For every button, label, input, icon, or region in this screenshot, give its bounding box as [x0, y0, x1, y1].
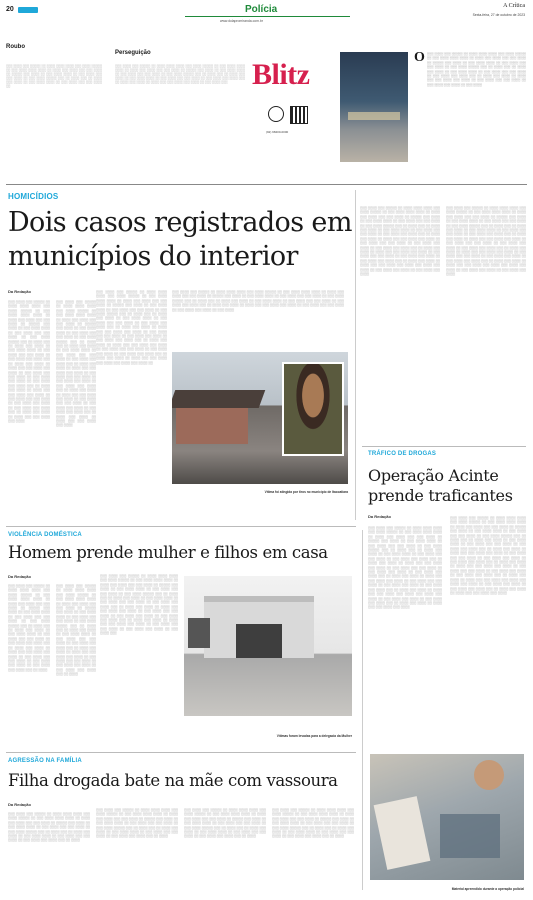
story4-col1: ░░░ ░░░░ ░░░ ░░░░░ ░░ ░░░░ ░░░░ ░░░░ ░░░ ░░░░ ░░░░░ ░░ ░░░ ░░░░ ░░░░ ░░░░ ░░ ░░░░ ░░░ ░░░░ ░░░ ░░░ ░░░░ ░░ ░░░░░ ░░░ ░░░░ ░░ ░░░ ░░░░ ░░░░ ░░ ░░░ ░░░░ ░░░ ░░░ ░░░░ ░░ ░░░ ░░░░ ░░░░░ ░░░ ░░ ░░░░ ░░░ ░░ ░░░░ ░░░ ░░░░ ░░ ░░░ ░░░░ ░░░░ ░░ ░░░ ░░░░ ░░░ ░░░ ░░░░ ░░ ░░░ ░░░░ ░░░ ░░░░ ░░░ ░░ ░░░░	[8, 812, 90, 843]
story4-headline: Filha drogada bate na mãe com vassoura	[8, 771, 338, 790]
photo-item-bag	[374, 796, 431, 870]
story1-headline: Dois casos registrados em municípios do interior	[8, 207, 352, 272]
photo-entrance	[236, 624, 282, 658]
story2-col1: ░░░ ░░░░ ░░░ ░░░░░ ░░ ░░░░ ░░░░ ░░░░ ░░░ ░░░░ ░░░░░ ░░ ░░░ ░░░░ ░░░░ ░░░░ ░░ ░░░░ ░░░ ░░░░ ░░░ ░░░ ░░░░ ░░ ░░░░░ ░░░ ░░░░ ░░ ░░░ ░░░░ ░░░░ ░░ ░░░ ░░░░ ░░░ ░░░ ░░░░ ░░ ░░░ ░░░░ ░░░░░ ░░░ ░░ ░░░░ ░░░ ░░ ░░░░ ░░░ ░░░░ ░░ ░░░ ░░░░ ░░░░ ░░ ░░░ ░░░░ ░░░ ░░░ ░░░░ ░░ ░░░ ░░░░ ░░░ ░░░░ ░░░ ░░ ░░░░ ░░░ ░░░░ ░░ ░░░░ ░░░ ░░░ ░░░░ ░░░ ░░░░ ░░ ░░░ ░░░░ ░░░ ░░░ ░░░░ ░░ ░░░ ░░░░ ░░░ ░░░░ ░░ ░░░ ░░░░ ░░░ ░░░░ ░░░ ░░ ░░░░ ░░░ ░░░░ ░░ ░░░░ ░░░ ░░░ ░░░░ ░░░ ░░░░ ░░ ░░░ ░░░░ ░░░ ░░░ ░░░░ ░░ ░░░ ░░░░ ░░░ ░░░░ ░░ ░░░ ░░░░ ░░░ ░░░░ ░░░ ░░ ░░░░ ░░░ ░░░░ ░░ ░░░░ ░░░ ░░░ ░░░░ ░░░ ░░░░ ░░░ ░░░░ ░░░ ░░░░ ░░ ░░░ ░░░░ ░░░ ░░░░ ░░ ░░░ ░░░░ ░░░ ░░░░ ░░░ ░░ ░░░░ ░░░ ░░░░ ░░ ░░░░ ░░░ ░░░ ░░░░ ░░░ ░░░░	[368, 526, 442, 610]
story1-col1: ░░░ ░░░░ ░░░ ░░░░░ ░░ ░░░░ ░░░░ ░░░░ ░░░ ░░░░ ░░░░░ ░░ ░░░ ░░░░ ░░░░ ░░░░ ░░ ░░░░ ░░░ ░░░░ ░░░ ░░░ ░░░░ ░░ ░░░░░ ░░░ ░░░░ ░░ ░░░ ░░░░ ░░░░ ░░ ░░░ ░░░░ ░░░ ░░░ ░░░░ ░░ ░░░ ░░░░ ░░░░░ ░░░ ░░ ░░░░ ░░░ ░░ ░░░░ ░░░ ░░░░ ░░ ░░░ ░░░░ ░░░░ ░░ ░░░ ░░░░ ░░░ ░░░ ░░░░ ░░ ░░░ ░░░░ ░░░ ░░░░ ░░░ ░░ ░░░░ ░░░ ░░░░ ░░ ░░░░ ░░░ ░░░ ░░░░ ░░░ ░░░░ ░░ ░░░ ░░░░ ░░░ ░░░ ░░░░ ░░ ░░░ ░░░░ ░░░ ░░░░ ░░ ░░░ ░░░░ ░░░ ░░░░ ░░░ ░░ ░░░░ ░░░ ░░░░ ░░ ░░░░ ░░░ ░░░ ░░░░ ░░░ ░░░░ ░░ ░░░ ░░░░ ░░░ ░░░ ░░░░ ░░ ░░░ ░░░░ ░░░ ░░░░ ░░ ░░░ ░░░░ ░░░ ░░░░ ░░░ ░░ ░░░░ ░░░ ░░░░ ░░ ░░░░ ░░░ ░░░ ░░░░ ░░░ ░░░░	[8, 300, 50, 423]
photo-roof	[172, 390, 265, 408]
notes-mid	[115, 50, 245, 175]
story1-col6: ░░░ ░░░░ ░░░ ░░░░░ ░░ ░░░░ ░░░░ ░░░░ ░░░ ░░░░ ░░░░░ ░░ ░░░ ░░░░ ░░░░ ░░░░ ░░ ░░░░ ░░░ ░░░░ ░░░ ░░░ ░░░░ ░░ ░░░░░ ░░░ ░░░░ ░░ ░░░ ░░░░ ░░░░ ░░ ░░░ ░░░░ ░░░ ░░░ ░░░░ ░░ ░░░ ░░░░ ░░░░░ ░░░ ░░ ░░░░ ░░░ ░░ ░░░░ ░░░ ░░░░ ░░ ░░░ ░░░░ ░░░░ ░░ ░░░ ░░░░ ░░░ ░░░ ░░░░ ░░ ░░░ ░░░░ ░░░ ░░░░ ░░░ ░░ ░░░░ ░░░ ░░░░ ░░ ░░░░ ░░░ ░░░ ░░░░ ░░░ ░░░░ ░░ ░░░ ░░░░ ░░░ ░░░ ░░░░ ░░ ░░░ ░░░░ ░░░ ░░░░ ░░ ░░░ ░░░░ ░░░ ░░░░ ░░░ ░░ ░░░░ ░░░ ░░░░ ░░ ░░░░ ░░░ ░░░ ░░░░ ░░░ ░░░░ ░░ ░░░ ░░░░ ░░░ ░░░ ░░░░ ░░ ░░░ ░░░░ ░░░ ░░░░ ░░ ░░░ ░░░░ ░░░ ░░░░ ░░░ ░░ ░░░░ ░░░ ░░░░ ░░ ░░░░ ░░░ ░░░ ░░░░ ░░░ ░░░░ ░░░ ░░░░ ░░░ ░░░░ ░░ ░░░ ░░░░ ░░░ ░░░░ ░░ ░░░ ░░░░ ░░░ ░░░░	[446, 206, 526, 277]
note-body: ░░░ ░░░░ ░░░ ░░░░░ ░░ ░░░░ ░░░░ ░░░░ ░░░ ░░░░ ░░░░░ ░░ ░░░ ░░░░ ░░░░ ░░░░ ░░ ░░░░ ░░░ ░░░░ ░░░ ░░░ ░░░░ ░░ ░░░░░ ░░░ ░░░░ ░░ ░░░ ░░░░ ░░░░ ░░ ░░░ ░░░░ ░░░ ░░░ ░░░░ ░░ ░░░ ░░░░ ░░░░░ ░░░ ░░ ░░░░ ░░░ ░░ ░░░░ ░░░ ░░░░ ░░ ░░░ ░░░░ ░░░░ ░░ ░░░ ░░░░ ░░░ ░░░ ░░░░ ░░ ░░░ ░░░░ ░░░ ░░░░ ░░░ ░░ ░░░░ ░░░ ░░░░ ░░ ░░░░ ░░░ ░░░ ░░░░ ░░░ ░░░░ ░░ ░░░ ░░░░ ░░░	[115, 64, 245, 84]
story3-col1: ░░░ ░░░░ ░░░ ░░░░░ ░░ ░░░░ ░░░░ ░░░░ ░░░ ░░░░ ░░░░░ ░░ ░░░ ░░░░ ░░░░ ░░░░ ░░ ░░░░ ░░░ ░░░░ ░░░ ░░░ ░░░░ ░░ ░░░░░ ░░░ ░░░░ ░░ ░░░ ░░░░ ░░░░ ░░ ░░░ ░░░░ ░░░ ░░░ ░░░░ ░░ ░░░ ░░░░ ░░░░░ ░░░ ░░ ░░░░ ░░░ ░░ ░░░░ ░░░ ░░░░ ░░ ░░░ ░░░░ ░░░░ ░░ ░░░ ░░░░ ░░░ ░░░ ░░░░ ░░ ░░░ ░░░░ ░░░ ░░░░ ░░░ ░░ ░░░░ ░░░ ░░░░ ░░ ░░░░ ░░░ ░░░ ░░░░ ░░░ ░░░░ ░░ ░░░ ░░░░ ░░░ ░░░ ░░░░ ░░ ░░░ ░░░░ ░░░ ░░░░ ░░ ░░░ ░░░░ ░░░ ░░░░ ░░░ ░░ ░░░░	[8, 584, 50, 672]
story4-kicker: AGRESSÃO NA FAMÍLIA	[8, 758, 82, 764]
note-body: ░░░ ░░░░ ░░░ ░░░░░ ░░ ░░░░ ░░░░ ░░░░ ░░░ ░░░░ ░░░░░ ░░ ░░░ ░░░░ ░░░░ ░░░░ ░░ ░░░░ ░░░ ░░░░ ░░░ ░░░ ░░░░ ░░ ░░░░░ ░░░ ░░░░ ░░ ░░░ ░░░░ ░░░░ ░░ ░░░ ░░░░ ░░░ ░░░ ░░░░ ░░ ░░░ ░░░░ ░░░░░ ░░░ ░░ ░░░░ ░░░ ░░ ░░░░ ░░░ ░░░░ ░░ ░░░ ░░░░ ░░░░ ░░ ░░░ ░░░░ ░░░ ░░░ ░░░░ ░░	[6, 64, 102, 88]
story3-byline: Da Redação	[8, 574, 31, 579]
notes-right: O ░░░ ░░░░ ░░░ ░░░░░ ░░ ░░░░ ░░░░ ░░░░ ░░░ ░░░░ ░░░░░ ░░ ░░░ ░░░░ ░░░░ ░░░░ ░░ ░░░░ ░░░ ░░░░ ░░░ ░░░ ░░░░ ░░ ░░░░░ ░░░ ░░░░ ░░ ░░░ ░░░░ ░░░░ ░░ ░░░ ░░░░ ░░░ ░░░ ░░░░ ░░ ░░░ ░░░░ ░░░░░ ░░░ ░░ ░░░░ ░░░ ░░ ░░░░ ░░░ ░░░░ ░░ ░░░ ░░░░ ░░░░ ░░ ░░░ ░░░░ ░░░ ░░░ ░░░░ ░░ ░░░ ░░░░ ░░░ ░░░░ ░░░ ░░ ░░░░ ░░░ ░░░░ ░░ ░░░░ ░░░ ░░░ ░░░░ ░░░ ░░░░ ░░ ░░░ ░░░░ ░░░ ░░░ ░░░░ ░░ ░░░ ░░░░ ░░░ ░░░░ ░░ ░░░ ░░░░	[414, 52, 526, 164]
story2-kicker: TRÁFICO DE DROGAS	[368, 451, 437, 457]
story2-headline: Operação Acinte prende traficantes	[368, 466, 513, 505]
story4-col3: ░░░ ░░░░ ░░░ ░░░░░ ░░ ░░░░ ░░░░ ░░░░ ░░░ ░░░░ ░░░░░ ░░ ░░░ ░░░░ ░░░░ ░░░░ ░░ ░░░░ ░░░ ░░░░ ░░░ ░░░ ░░░░ ░░ ░░░░░ ░░░ ░░░░ ░░ ░░░ ░░░░ ░░░░ ░░ ░░░ ░░░░ ░░░ ░░░ ░░░░ ░░ ░░░ ░░░░ ░░░░░ ░░░ ░░ ░░░░ ░░░ ░░ ░░░░ ░░░ ░░░░ ░░ ░░░ ░░░░ ░░░░ ░░ ░░░ ░░░░ ░░░ ░░░ ░░░░ ░░ ░░░ ░░░░ ░░░ ░░░░ ░░░ ░░ ░░░░	[184, 808, 266, 839]
story1-caption: Vítima foi atingida por tiros no município de Itacoatiara	[264, 490, 348, 494]
story3-caption: Vítimas foram levadas para a delegacia da Mulher	[276, 734, 352, 738]
story1-col5: ░░░ ░░░░ ░░░ ░░░░░ ░░ ░░░░ ░░░░ ░░░░ ░░░ ░░░░ ░░░░░ ░░ ░░░ ░░░░ ░░░░ ░░░░ ░░ ░░░░ ░░░ ░░░░ ░░░ ░░░ ░░░░ ░░ ░░░░░ ░░░ ░░░░ ░░ ░░░ ░░░░ ░░░░ ░░ ░░░ ░░░░ ░░░ ░░░ ░░░░ ░░ ░░░ ░░░░ ░░░░░ ░░░ ░░ ░░░░ ░░░ ░░ ░░░░ ░░░ ░░░░ ░░ ░░░ ░░░░ ░░░░ ░░ ░░░ ░░░░ ░░░ ░░░ ░░░░ ░░ ░░░ ░░░░ ░░░ ░░░░ ░░░ ░░ ░░░░ ░░░ ░░░░ ░░ ░░░░ ░░░ ░░░ ░░░░ ░░░ ░░░░ ░░ ░░░ ░░░░ ░░░ ░░░ ░░░░ ░░ ░░░ ░░░░ ░░░ ░░░░ ░░ ░░░ ░░░░ ░░░ ░░░░ ░░░ ░░ ░░░░ ░░░ ░░░░ ░░ ░░░░ ░░░ ░░░ ░░░░ ░░░ ░░░░ ░░ ░░░ ░░░░ ░░░ ░░░ ░░░░ ░░ ░░░ ░░░░ ░░░ ░░░░ ░░ ░░░ ░░░░ ░░░ ░░░░ ░░░ ░░ ░░░░ ░░░ ░░░░ ░░ ░░░░ ░░░ ░░░ ░░░░ ░░░ ░░░░ ░░░ ░░░░ ░░░ ░░░░ ░░ ░░░ ░░░░ ░░░ ░░░░ ░░ ░░░ ░░░░ ░░░ ░░░░	[360, 206, 440, 277]
edition-date: Sexta-feira, 27 de outubro de 2023	[472, 13, 525, 17]
photo-portrait	[282, 362, 344, 456]
story3-col2: ░░░ ░░░░ ░░░ ░░░░░ ░░ ░░░░ ░░░░ ░░░░ ░░░ ░░░░ ░░░░░ ░░ ░░░ ░░░░ ░░░░ ░░░░ ░░ ░░░░ ░░░ ░░░░ ░░░ ░░░ ░░░░ ░░ ░░░░░ ░░░ ░░░░ ░░ ░░░ ░░░░ ░░░░ ░░ ░░░ ░░░░ ░░░ ░░░ ░░░░ ░░ ░░░ ░░░░ ░░░░░ ░░░ ░░ ░░░░ ░░░ ░░ ░░░░ ░░░ ░░░░ ░░ ░░░ ░░░░ ░░░░ ░░ ░░░ ░░░░ ░░░ ░░░ ░░░░ ░░ ░░░ ░░░░ ░░░ ░░░░ ░░░ ░░ ░░░░ ░░░ ░░░░ ░░ ░░░░ ░░░ ░░░ ░░░░ ░░░ ░░░░ ░░ ░░░ ░░░░ ░░░ ░░░ ░░░░ ░░ ░░░ ░░░░ ░░░ ░░░░ ░░ ░░░ ░░░░ ░░░ ░░░░ ░░░ ░░ ░░░░	[56, 584, 96, 677]
page-number: 20	[6, 6, 14, 13]
header-logo-mark	[18, 7, 38, 13]
story1-col2: ░░░ ░░░░ ░░░ ░░░░░ ░░ ░░░░ ░░░░ ░░░░ ░░░ ░░░░ ░░░░░ ░░ ░░░ ░░░░ ░░░░ ░░░░ ░░ ░░░░ ░░░ ░░░░ ░░░ ░░░ ░░░░ ░░ ░░░░░ ░░░ ░░░░ ░░ ░░░ ░░░░ ░░░░ ░░ ░░░ ░░░░ ░░░ ░░░ ░░░░ ░░ ░░░ ░░░░ ░░░░░ ░░░ ░░ ░░░░ ░░░ ░░ ░░░░ ░░░ ░░░░ ░░ ░░░ ░░░░ ░░░░ ░░ ░░░ ░░░░ ░░░ ░░░ ░░░░ ░░ ░░░ ░░░░ ░░░ ░░░░ ░░░ ░░ ░░░░ ░░░ ░░░░ ░░ ░░░░ ░░░ ░░░ ░░░░ ░░░ ░░░░ ░░ ░░░ ░░░░ ░░░ ░░░ ░░░░ ░░ ░░░ ░░░░ ░░░ ░░░░ ░░ ░░░ ░░░░ ░░░ ░░░░ ░░░ ░░ ░░░░ ░░░ ░░░░ ░░ ░░░░ ░░░ ░░░ ░░░░ ░░░ ░░░░ ░░ ░░░ ░░░░ ░░░ ░░░ ░░░░ ░░ ░░░ ░░░░ ░░░ ░░░░ ░░ ░░░ ░░░░ ░░░ ░░░░ ░░░ ░░ ░░░░ ░░░ ░░░░ ░░ ░░░░ ░░░ ░░░ ░░░░ ░░░ ░░░░	[56, 300, 96, 428]
story2-photo	[370, 754, 524, 880]
blitz-contact: (92) 98400-0000	[266, 130, 289, 134]
story4-col2: ░░░ ░░░░ ░░░ ░░░░░ ░░ ░░░░ ░░░░ ░░░░ ░░░ ░░░░ ░░░░░ ░░ ░░░ ░░░░ ░░░░ ░░░░ ░░ ░░░░ ░░░ ░░░░ ░░░ ░░░ ░░░░ ░░ ░░░░░ ░░░ ░░░░ ░░ ░░░ ░░░░ ░░░░ ░░ ░░░ ░░░░ ░░░ ░░░ ░░░░ ░░ ░░░ ░░░░ ░░░░░ ░░░ ░░ ░░░░ ░░░ ░░ ░░░░ ░░░ ░░░░ ░░ ░░░ ░░░░ ░░░░ ░░ ░░░ ░░░░ ░░░ ░░░ ░░░░ ░░ ░░░ ░░░░ ░░░ ░░░░ ░░░ ░░ ░░░░	[96, 808, 178, 839]
photo-item-cup	[474, 760, 504, 790]
story2-col2: ░░░ ░░░░ ░░░ ░░░░░ ░░ ░░░░ ░░░░ ░░░░ ░░░ ░░░░ ░░░░░ ░░ ░░░ ░░░░ ░░░░ ░░░░ ░░ ░░░░ ░░░ ░░░░ ░░░ ░░░ ░░░░ ░░ ░░░░░ ░░░ ░░░░ ░░ ░░░ ░░░░ ░░░░ ░░ ░░░ ░░░░ ░░░ ░░░ ░░░░ ░░ ░░░ ░░░░ ░░░░░ ░░░ ░░ ░░░░ ░░░ ░░ ░░░░ ░░░ ░░░░ ░░ ░░░ ░░░░ ░░░░ ░░ ░░░ ░░░░ ░░░ ░░░ ░░░░ ░░ ░░░ ░░░░ ░░░ ░░░░ ░░░ ░░ ░░░░ ░░░ ░░░░ ░░ ░░░░ ░░░ ░░░ ░░░░ ░░░ ░░░░ ░░ ░░░ ░░░░ ░░░ ░░░ ░░░░ ░░ ░░░ ░░░░ ░░░ ░░░░ ░░ ░░░ ░░░░ ░░░ ░░░░ ░░░ ░░ ░░░░ ░░░ ░░░░ ░░ ░░░░ ░░░ ░░░ ░░░░ ░░░ ░░░░ ░░ ░░░ ░░░░ ░░░ ░░░ ░░░░ ░░ ░░░ ░░░░ ░░░ ░░░░ ░░ ░░░ ░░░░ ░░░ ░░░░ ░░░ ░░ ░░░░ ░░░ ░░░░ ░░ ░░░░ ░░░ ░░░ ░░░░ ░░░ ░░░░ ░░░ ░░░░ ░░░ ░░░░ ░░ ░░░ ░░░░ ░░░ ░░░░ ░░ ░░░ ░░░░ ░░░ ░░░░ ░░░ ░░ ░░░░ ░░░ ░░░░ ░░ ░░░░ ░░░ ░░░ ░░░░ ░░░ ░░░░	[450, 516, 526, 595]
story4-col4: ░░░ ░░░░ ░░░ ░░░░░ ░░ ░░░░ ░░░░ ░░░░ ░░░ ░░░░ ░░░░░ ░░ ░░░ ░░░░ ░░░░ ░░░░ ░░ ░░░░ ░░░ ░░░░ ░░░ ░░░ ░░░░ ░░ ░░░░░ ░░░ ░░░░ ░░ ░░░ ░░░░ ░░░░ ░░ ░░░ ░░░░ ░░░ ░░░ ░░░░ ░░ ░░░ ░░░░ ░░░░░ ░░░ ░░ ░░░░ ░░░ ░░ ░░░░ ░░░ ░░░░ ░░ ░░░ ░░░░ ░░░░ ░░ ░░░ ░░░░ ░░░ ░░░ ░░░░ ░░ ░░░ ░░░░ ░░░ ░░░░ ░░░ ░░ ░░░░	[272, 808, 354, 839]
site-url: www.dolapromiranda.com.br	[220, 19, 263, 23]
photo-street-light	[348, 112, 400, 120]
whatsapp-icon	[268, 106, 284, 122]
blitz-box	[252, 58, 334, 150]
story1-photo	[172, 352, 348, 484]
note-title: Roubo	[6, 44, 25, 50]
story2-byline: Da Redação	[368, 514, 391, 519]
photo-item-box	[440, 814, 500, 858]
story1-col3: ░░░ ░░░░ ░░░ ░░░░░ ░░ ░░░░ ░░░░ ░░░░ ░░░ ░░░░ ░░░░░ ░░ ░░░ ░░░░ ░░░░ ░░░░ ░░ ░░░░ ░░░ ░░░░ ░░░ ░░░ ░░░░ ░░ ░░░░░ ░░░ ░░░░ ░░ ░░░ ░░░░ ░░░░ ░░ ░░░ ░░░░ ░░░ ░░░ ░░░░ ░░ ░░░ ░░░░ ░░░░░ ░░░ ░░ ░░░░ ░░░ ░░ ░░░░ ░░░ ░░░░ ░░ ░░░ ░░░░ ░░░░ ░░ ░░░ ░░░░ ░░░ ░░░ ░░░░ ░░ ░░░ ░░░░ ░░░ ░░░░ ░░░ ░░ ░░░░ ░░░ ░░░░ ░░ ░░░░ ░░░ ░░░ ░░░░ ░░░ ░░░░ ░░ ░░░ ░░░░ ░░░ ░░░ ░░░░ ░░ ░░░ ░░░░ ░░░ ░░░░ ░░ ░░░ ░░░░ ░░░ ░░░░ ░░░ ░░ ░░░░ ░░░ ░░░░ ░░ ░░░░ ░░░ ░░░ ░░░░ ░░░ ░░░░ ░░ ░░░ ░░░░ ░░░ ░░░ ░░░░ ░░ ░░░ ░░░░ ░░░ ░░░░ ░░ ░░░ ░░░░ ░░░ ░░░░ ░░░ ░░ ░░░░ ░░░ ░░░░ ░░ ░░░░ ░░░ ░░░ ░░░░ ░░░ ░░░░ ░░░ ░░░░ ░░░ ░░░░ ░░	[96, 290, 167, 365]
note-title: Perseguição	[115, 50, 151, 56]
story1-col4: ░░░ ░░░░ ░░░ ░░░░░ ░░ ░░░░ ░░░░ ░░░░ ░░░ ░░░░ ░░░░░ ░░ ░░░ ░░░░ ░░░░ ░░░░ ░░ ░░░░ ░░░ ░░░░ ░░░ ░░░ ░░░░ ░░ ░░░░░ ░░░ ░░░░ ░░ ░░░ ░░░░ ░░░░ ░░ ░░░ ░░░░ ░░░ ░░░ ░░░░ ░░ ░░░ ░░░░ ░░░░░ ░░░ ░░ ░░░░ ░░░ ░░ ░░░░ ░░░ ░░░░ ░░ ░░░ ░░░░ ░░░░ ░░ ░░░ ░░░░ ░░░ ░░░ ░░░░ ░░ ░░░ ░░░░ ░░░ ░░░░ ░░░ ░░ ░░░░ ░░░ ░░░░ ░░ ░░░░ ░░░ ░░░ ░░░░ ░░░ ░░░░ ░░ ░░░ ░░░░ ░░░ ░░░ ░░░░ ░░ ░░░ ░░░░ ░░░ ░░░░ ░░ ░░░ ░░░░	[172, 290, 344, 312]
photo-window	[188, 618, 210, 648]
story1-kicker: HOMICÍDIOS	[8, 192, 59, 201]
story3-headline: Homem prende mulher e filhos em casa	[8, 543, 328, 562]
page-header	[0, 0, 533, 30]
brand-name: A Crítica	[503, 3, 525, 9]
top-photo	[340, 52, 408, 162]
story4-byline: Da Redação	[8, 802, 31, 807]
story1-byline: Da Redação	[8, 289, 31, 294]
section-label: Polícia	[245, 4, 278, 15]
story3-kicker: VIOLÊNCIA DOMÉSTICA	[8, 532, 82, 538]
photo-building	[176, 408, 248, 444]
notes-left	[6, 44, 102, 174]
note-body: ░░░ ░░░░ ░░░ ░░░░░ ░░ ░░░░ ░░░░ ░░░░ ░░░ ░░░░ ░░░░░ ░░ ░░░ ░░░░ ░░░░ ░░░░ ░░ ░░░░ ░░░ ░░░░ ░░░ ░░░ ░░░░ ░░ ░░░░░ ░░░ ░░░░ ░░ ░░░ ░░░░ ░░░░ ░░ ░░░ ░░░░ ░░░ ░░░ ░░░░ ░░ ░░░ ░░░░ ░░░░░ ░░░ ░░ ░░░░ ░░░ ░░ ░░░░ ░░░ ░░░░ ░░ ░░░ ░░░░ ░░░░ ░░ ░░░ ░░░░ ░░░ ░░░ ░░░░ ░░ ░░░ ░░░░ ░░░ ░░░░ ░░░ ░░ ░░░░ ░░░ ░░░░ ░░ ░░░░ ░░░ ░░░ ░░░░ ░░░ ░░░░ ░░ ░░░ ░░░░ ░░░ ░░░ ░░░░ ░░ ░░░ ░░░░ ░░░ ░░░░ ░░ ░░░ ░░░░	[426, 52, 526, 87]
story3-col3: ░░░ ░░░░ ░░░ ░░░░░ ░░ ░░░░ ░░░░ ░░░░ ░░░ ░░░░ ░░░░░ ░░ ░░░ ░░░░ ░░░░ ░░░░ ░░ ░░░░ ░░░ ░░░░ ░░░ ░░░ ░░░░ ░░ ░░░░░ ░░░ ░░░░ ░░ ░░░ ░░░░ ░░░░ ░░ ░░░ ░░░░ ░░░ ░░░ ░░░░ ░░ ░░░ ░░░░ ░░░░░ ░░░ ░░ ░░░░ ░░░ ░░ ░░░░ ░░░ ░░░░ ░░ ░░░ ░░░░ ░░░░ ░░ ░░░ ░░░░ ░░░ ░░░ ░░░░ ░░ ░░░ ░░░░ ░░░ ░░░░ ░░░ ░░ ░░░░ ░░░ ░░░░ ░░ ░░░░ ░░░ ░░░ ░░░░ ░░░ ░░░░ ░░ ░░░ ░░░░ ░░░ ░░░ ░░░░ ░░ ░░░ ░░░░ ░░░ ░░░░ ░░ ░░░ ░░░░ ░░░ ░░░░ ░░░ ░░ ░░░░ ░░░ ░░░░ ░░ ░░░░ ░░░ ░░░ ░░░░ ░░░ ░░░░ ░░ ░░░ ░░░░ ░░░ ░░░ ░░░░ ░░ ░░░ ░░░░ ░░░ ░░░░ ░░ ░░░ ░░░░ ░░░	[100, 574, 178, 636]
blitz-logo: Blitz	[252, 58, 310, 91]
qr-code-icon	[290, 106, 308, 124]
story2-caption: Material apreendido durante a operação policial	[451, 887, 524, 891]
story3-photo	[184, 576, 352, 716]
